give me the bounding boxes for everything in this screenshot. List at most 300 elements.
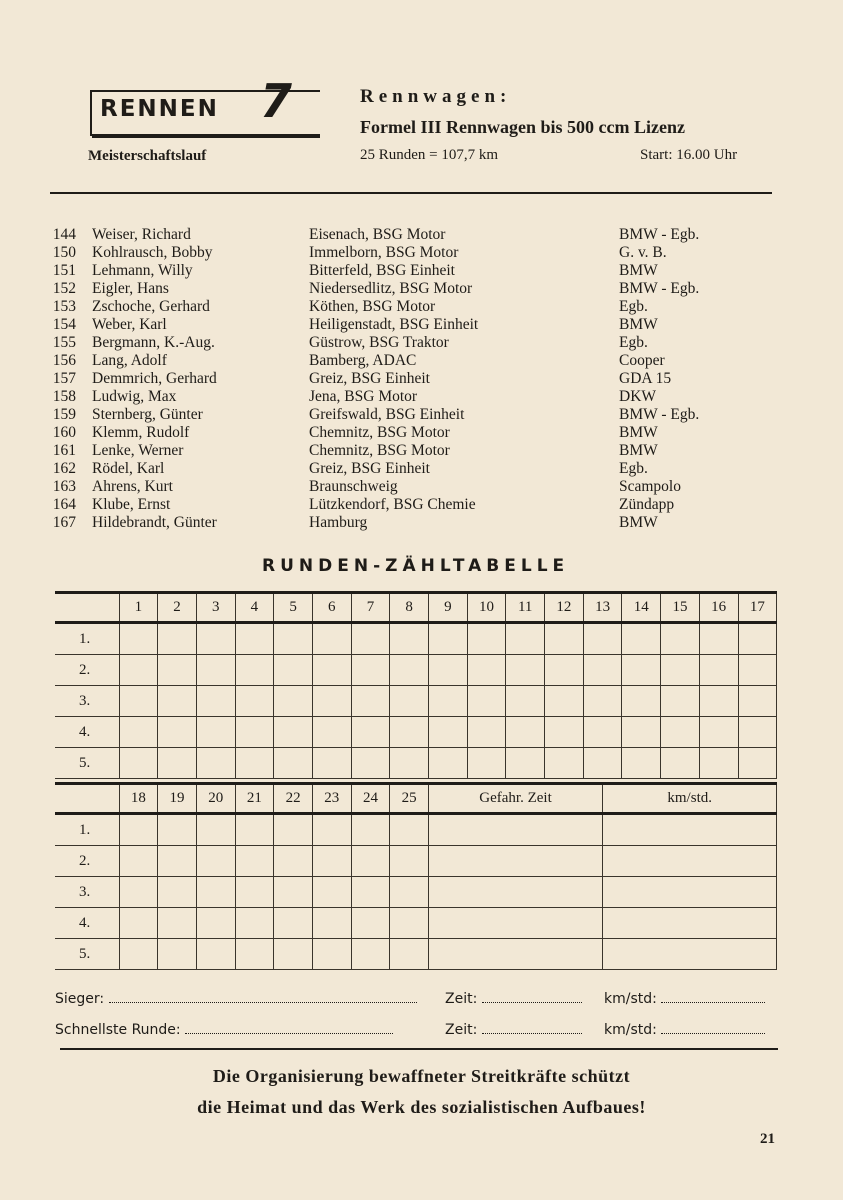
driver-car: BMW	[619, 442, 658, 459]
driver-row	[48, 388, 788, 406]
time-entry-cell[interactable]	[429, 939, 603, 970]
lap-entry-cell[interactable]	[467, 655, 506, 686]
lap-entry-cell[interactable]	[506, 686, 545, 717]
driver-name: Bergmann, K.-Aug.	[92, 334, 215, 351]
driver-row	[48, 424, 788, 442]
lap-entry-cell[interactable]	[351, 655, 390, 686]
driver-name: Lang, Adolf	[92, 352, 167, 369]
driver-row	[48, 316, 788, 334]
lap-table-row	[55, 717, 777, 748]
lap-entry-cell[interactable]	[429, 748, 468, 779]
driver-number: 157	[52, 370, 76, 387]
driver-club: Niedersedlitz, BSG Motor	[309, 280, 473, 297]
fastest-time-blank	[482, 1021, 582, 1034]
driver-club: Greiz, BSG Einheit	[309, 460, 430, 477]
driver-row	[48, 514, 788, 532]
lap-number-header: 7	[351, 593, 390, 623]
lap-entry-cell[interactable]	[235, 748, 274, 779]
lap-entry-cell[interactable]	[545, 748, 584, 779]
lap-entry-cell[interactable]	[661, 748, 700, 779]
lap-entry-cell[interactable]	[467, 717, 506, 748]
driver-car: BMW	[619, 316, 658, 333]
driver-club: Greiz, BSG Einheit	[309, 370, 430, 387]
rank-label: 5.	[55, 939, 119, 970]
fastest-lap-blank	[185, 1021, 393, 1034]
driver-row	[48, 496, 788, 514]
lap-entry-cell[interactable]	[699, 655, 738, 686]
lap-entry-cell[interactable]	[351, 748, 390, 779]
lap-entry-cell[interactable]	[312, 717, 351, 748]
driver-row	[48, 478, 788, 496]
lap-entry-cell[interactable]	[351, 908, 390, 939]
lap-entry-cell[interactable]	[235, 686, 274, 717]
driver-number: 159	[52, 406, 76, 423]
driver-number: 152	[52, 280, 76, 297]
lap-table-row	[55, 908, 777, 939]
driver-row	[48, 280, 788, 298]
driver-row	[48, 370, 788, 388]
time-column-header: Gefahr. Zeit	[429, 784, 603, 814]
driver-name: Zschoche, Gerhard	[92, 298, 210, 315]
rank-label: 1.	[55, 623, 119, 655]
lap-entry-cell[interactable]	[274, 655, 313, 686]
lap-table-part-2	[55, 782, 777, 970]
driver-car: Cooper	[619, 352, 665, 369]
lap-number-header: 16	[699, 593, 738, 623]
winner-time-label: Zeit:	[445, 991, 478, 1007]
footer-divider	[60, 1048, 778, 1050]
driver-club: Bitterfeld, BSG Einheit	[309, 262, 455, 279]
rank-label: 3.	[55, 686, 119, 717]
driver-club: Braunschweig	[309, 478, 398, 495]
winner-speed-blank	[661, 990, 765, 1003]
driver-number: 160	[52, 424, 76, 441]
lap-entry-cell[interactable]	[506, 655, 545, 686]
speed-entry-cell[interactable]	[603, 814, 777, 846]
driver-club: Bamberg, ADAC	[309, 352, 417, 369]
lap-entry-cell[interactable]	[467, 623, 506, 655]
lap-entry-cell[interactable]	[390, 623, 429, 655]
lap-number-header: 4	[235, 593, 274, 623]
lap-number-header: 20	[196, 784, 235, 814]
driver-club: Greifswald, BSG Einheit	[309, 406, 465, 423]
speed-entry-cell[interactable]	[603, 846, 777, 877]
lap-entry-cell[interactable]	[351, 686, 390, 717]
winner-time-blank	[482, 990, 582, 1003]
time-entry-cell[interactable]	[429, 908, 603, 939]
driver-name: Rödel, Karl	[92, 460, 165, 477]
fastest-speed-blank	[661, 1021, 765, 1034]
lap-entry-cell[interactable]	[119, 814, 158, 846]
winner-speed-line	[604, 990, 765, 1007]
lap-number-header: 23	[312, 784, 351, 814]
driver-club: Jena, BSG Motor	[309, 388, 418, 405]
lap-entry-cell[interactable]	[312, 814, 351, 846]
lap-entry-cell[interactable]	[196, 877, 235, 908]
lap-entry-cell[interactable]	[467, 748, 506, 779]
driver-name: Lehmann, Willy	[92, 262, 193, 279]
lap-entry-cell[interactable]	[235, 908, 274, 939]
lap-number-header: 21	[235, 784, 274, 814]
lap-entry-cell[interactable]	[274, 748, 313, 779]
lap-entry-cell[interactable]	[738, 748, 777, 779]
lap-entry-cell[interactable]	[119, 717, 158, 748]
rank-label: 3.	[55, 877, 119, 908]
lap-number-header: 11	[506, 593, 545, 623]
time-entry-cell[interactable]	[429, 814, 603, 846]
driver-name: Ludwig, Max	[92, 388, 177, 405]
lap-number-header: 17	[738, 593, 777, 623]
driver-club: Chemnitz, BSG Motor	[309, 442, 450, 459]
lap-entry-cell[interactable]	[119, 655, 158, 686]
winner-time-line	[445, 990, 582, 1007]
lap-number-header: 24	[351, 784, 390, 814]
driver-number: 144	[52, 226, 76, 243]
lap-entry-cell[interactable]	[274, 686, 313, 717]
lap-table-row	[55, 655, 777, 686]
lap-entry-cell[interactable]	[545, 623, 584, 655]
lap-number-header: 19	[158, 784, 197, 814]
lap-entry-cell[interactable]	[196, 655, 235, 686]
driver-name: Eigler, Hans	[92, 280, 169, 297]
lap-entry-cell[interactable]	[274, 846, 313, 877]
lap-entry-cell[interactable]	[158, 908, 197, 939]
winner-speed-label: km/std:	[604, 991, 657, 1007]
driver-number: 167	[52, 514, 76, 531]
lap-entry-cell[interactable]	[119, 623, 158, 655]
lap-entry-cell[interactable]	[545, 717, 584, 748]
lap-entry-cell[interactable]	[235, 814, 274, 846]
lap-entry-cell[interactable]	[235, 623, 274, 655]
lap-entry-cell[interactable]	[545, 686, 584, 717]
lap-entry-cell[interactable]	[351, 814, 390, 846]
lap-table-row	[55, 877, 777, 908]
rank-label: 4.	[55, 717, 119, 748]
lap-number-header: 22	[274, 784, 313, 814]
driver-name: Weber, Karl	[92, 316, 167, 333]
fastest-lap-label: Schnellste Runde:	[55, 1022, 181, 1038]
lap-entry-cell[interactable]	[738, 655, 777, 686]
driver-car: G. v. B.	[619, 244, 667, 261]
driver-name: Demmrich, Gerhard	[92, 370, 217, 387]
driver-name: Klemm, Rudolf	[92, 424, 190, 441]
lap-entry-cell[interactable]	[196, 908, 235, 939]
lap-entry-cell[interactable]	[622, 686, 661, 717]
lap-entry-cell[interactable]	[545, 655, 584, 686]
driver-number: 161	[52, 442, 76, 459]
driver-number: 164	[52, 496, 76, 513]
logo-number: 7	[260, 74, 293, 128]
lap-entry-cell[interactable]	[235, 846, 274, 877]
lap-entry-cell[interactable]	[390, 655, 429, 686]
lap-entry-cell[interactable]	[622, 717, 661, 748]
speed-column-header: km/std.	[603, 784, 777, 814]
driver-row	[48, 226, 788, 244]
lap-entry-cell[interactable]	[351, 846, 390, 877]
driver-number: 155	[52, 334, 76, 351]
race-subtitle: Meisterschaftslauf	[88, 148, 207, 164]
speed-entry-cell[interactable]	[603, 908, 777, 939]
lap-entry-cell[interactable]	[467, 686, 506, 717]
driver-car: BMW - Egb.	[619, 406, 700, 423]
lap-number-header: 12	[545, 593, 584, 623]
rank-label: 2.	[55, 655, 119, 686]
lap-entry-cell[interactable]	[699, 623, 738, 655]
fastest-speed-label: km/std:	[604, 1022, 657, 1038]
lap-entry-cell[interactable]	[661, 686, 700, 717]
lap-entry-cell[interactable]	[235, 877, 274, 908]
lap-entry-cell[interactable]	[158, 655, 197, 686]
fastest-time-line	[445, 1021, 582, 1038]
lap-entry-cell[interactable]	[351, 717, 390, 748]
time-entry-cell[interactable]	[429, 877, 603, 908]
lap-entry-cell[interactable]	[661, 717, 700, 748]
logo-text: RENNEN	[100, 96, 219, 122]
race-start-time: Start: 16.00 Uhr	[640, 147, 738, 163]
driver-row	[48, 460, 788, 478]
lap-entry-cell[interactable]	[196, 846, 235, 877]
lap-entry-cell[interactable]	[390, 877, 429, 908]
driver-name: Klube, Ernst	[92, 496, 171, 513]
lap-number-header: 9	[429, 593, 468, 623]
lap-entry-cell[interactable]	[390, 814, 429, 846]
rank-label: 1.	[55, 814, 119, 846]
rank-label: 4.	[55, 908, 119, 939]
lap-entry-cell[interactable]	[622, 655, 661, 686]
driver-name: Ahrens, Kurt	[92, 478, 173, 495]
lap-number-header: 18	[119, 784, 158, 814]
lap-entry-cell[interactable]	[390, 908, 429, 939]
speed-entry-cell[interactable]	[603, 877, 777, 908]
lap-entry-cell[interactable]	[158, 748, 197, 779]
driver-car: Scampolo	[619, 478, 681, 495]
lap-entry-cell[interactable]	[699, 686, 738, 717]
lap-entry-cell[interactable]	[158, 939, 197, 970]
lap-entry-cell[interactable]	[390, 686, 429, 717]
lap-entry-cell[interactable]	[119, 686, 158, 717]
lap-number-header: 14	[622, 593, 661, 623]
lap-entry-cell[interactable]	[158, 686, 197, 717]
driver-car: BMW	[619, 262, 658, 279]
lap-entry-cell[interactable]	[312, 908, 351, 939]
driver-number: 151	[52, 262, 76, 279]
driver-number: 162	[52, 460, 76, 477]
driver-number: 158	[52, 388, 76, 405]
driver-name: Weiser, Richard	[92, 226, 191, 243]
driver-list	[48, 226, 788, 532]
winner-blank	[109, 990, 417, 1003]
lap-table-row	[55, 846, 777, 877]
lap-entry-cell[interactable]	[390, 748, 429, 779]
lap-entry-cell[interactable]	[158, 623, 197, 655]
driver-club: Hamburg	[309, 514, 368, 531]
lap-entry-cell[interactable]	[119, 748, 158, 779]
lap-entry-cell[interactable]	[158, 846, 197, 877]
driver-car: BMW - Egb.	[619, 280, 700, 297]
lap-number-header: 6	[312, 593, 351, 623]
lap-number-header: 5	[274, 593, 313, 623]
lap-entry-cell[interactable]	[196, 748, 235, 779]
driver-car: DKW	[619, 388, 657, 405]
driver-club: Immelborn, BSG Motor	[309, 244, 459, 261]
driver-number: 156	[52, 352, 76, 369]
lap-entry-cell[interactable]	[119, 846, 158, 877]
lap-entry-cell[interactable]	[119, 877, 158, 908]
driver-name: Sternberg, Günter	[92, 406, 203, 423]
lap-entry-cell[interactable]	[583, 748, 622, 779]
lap-entry-cell[interactable]	[390, 846, 429, 877]
lap-entry-cell[interactable]	[351, 877, 390, 908]
driver-row	[48, 334, 788, 352]
race-logo	[90, 74, 320, 134]
lap-entry-cell[interactable]	[158, 877, 197, 908]
driver-number: 150	[52, 244, 76, 261]
driver-number: 163	[52, 478, 76, 495]
lap-entry-cell[interactable]	[312, 846, 351, 877]
driver-car: Egb.	[619, 334, 648, 351]
lap-entry-cell[interactable]	[274, 717, 313, 748]
lap-entry-cell[interactable]	[158, 717, 197, 748]
lap-entry-cell[interactable]	[351, 623, 390, 655]
lap-entry-cell[interactable]	[158, 814, 197, 846]
time-entry-cell[interactable]	[429, 846, 603, 877]
lap-entry-cell[interactable]	[196, 814, 235, 846]
lap-entry-cell[interactable]	[583, 623, 622, 655]
lap-entry-cell[interactable]	[583, 717, 622, 748]
lap-entry-cell[interactable]	[583, 655, 622, 686]
lap-entry-cell[interactable]	[390, 939, 429, 970]
lap-entry-cell[interactable]	[738, 686, 777, 717]
lap-entry-cell[interactable]	[274, 939, 313, 970]
driver-number: 153	[52, 298, 76, 315]
lap-entry-cell[interactable]	[312, 939, 351, 970]
logo-underline	[92, 134, 320, 138]
driver-row	[48, 244, 788, 262]
driver-car: Zündapp	[619, 496, 675, 513]
lap-number-header: 10	[467, 593, 506, 623]
lap-table-part-1	[55, 591, 777, 779]
lap-entry-cell[interactable]	[390, 717, 429, 748]
driver-club: Lützkendorf, BSG Chemie	[309, 496, 476, 513]
lap-entry-cell[interactable]	[622, 623, 661, 655]
driver-club: Heiligenstadt, BSG Einheit	[309, 316, 479, 333]
lap-entry-cell[interactable]	[699, 717, 738, 748]
rank-label: 5.	[55, 748, 119, 779]
lap-number-header: 3	[196, 593, 235, 623]
driver-name: Lenke, Werner	[92, 442, 184, 459]
lap-entry-cell[interactable]	[312, 877, 351, 908]
lap-entry-cell[interactable]	[429, 717, 468, 748]
driver-car: BMW	[619, 514, 658, 531]
driver-club: Eisenach, BSG Motor	[309, 226, 446, 243]
lap-table-title: RUNDEN-ZÄHLTABELLE	[262, 556, 570, 576]
lap-entry-cell[interactable]	[429, 686, 468, 717]
driver-row	[48, 406, 788, 424]
lap-table-row	[55, 814, 777, 846]
speed-entry-cell[interactable]	[603, 939, 777, 970]
driver-row	[48, 442, 788, 460]
lap-header-corner[interactable]	[55, 593, 119, 623]
lap-entry-cell[interactable]	[274, 877, 313, 908]
lap-table-row	[55, 748, 777, 779]
lap-entry-cell[interactable]	[274, 623, 313, 655]
rank-label: 2.	[55, 846, 119, 877]
lap-entry-cell[interactable]	[429, 655, 468, 686]
slogan-line-1: Die Organisierung bewaffneter Streitkräfte schützt	[212, 1066, 631, 1086]
lap-entry-cell[interactable]	[235, 655, 274, 686]
fastest-lap-line	[55, 1021, 393, 1038]
driver-car: GDA 15	[619, 370, 672, 387]
lap-entry-cell[interactable]	[235, 717, 274, 748]
page-number: 21	[760, 1131, 775, 1147]
lap-entry-cell[interactable]	[583, 686, 622, 717]
winner-line	[55, 990, 417, 1007]
lap-entry-cell[interactable]	[506, 748, 545, 779]
lap-entry-cell[interactable]	[312, 748, 351, 779]
lap-number-header: 15	[661, 593, 700, 623]
driver-car: BMW - Egb.	[619, 226, 700, 243]
winner-label: Sieger:	[55, 991, 105, 1007]
driver-name: Hildebrandt, Günter	[92, 514, 217, 531]
lap-entry-cell[interactable]	[661, 655, 700, 686]
lap-entry-cell[interactable]	[196, 623, 235, 655]
lap-entry-cell[interactable]	[119, 939, 158, 970]
driver-name: Kohlrausch, Bobby	[92, 244, 213, 261]
lap-entry-cell[interactable]	[506, 623, 545, 655]
lap-entry-cell[interactable]	[312, 686, 351, 717]
lap-number-header: 2	[158, 593, 197, 623]
lap-entry-cell[interactable]	[738, 623, 777, 655]
lap-number-header: 25	[390, 784, 429, 814]
lap-entry-cell[interactable]	[738, 717, 777, 748]
race-category-label: Rennwagen:	[360, 86, 512, 107]
lap-entry-cell[interactable]	[661, 623, 700, 655]
lap-entry-cell[interactable]	[196, 686, 235, 717]
driver-car: Egb.	[619, 460, 648, 477]
race-class: Formel III Rennwagen bis 500 ccm Lizenz	[360, 117, 685, 137]
lap-entry-cell[interactable]	[429, 623, 468, 655]
fastest-time-label: Zeit:	[445, 1022, 478, 1038]
lap-number-header: 13	[583, 593, 622, 623]
lap-table-row	[55, 623, 777, 655]
driver-car: Egb.	[619, 298, 648, 315]
header-divider	[50, 192, 772, 194]
lap-entry-cell[interactable]	[274, 814, 313, 846]
lap-entry-cell[interactable]	[196, 939, 235, 970]
lap-entry-cell[interactable]	[622, 748, 661, 779]
lap-entry-cell[interactable]	[312, 655, 351, 686]
lap-entry-cell[interactable]	[351, 939, 390, 970]
driver-row	[48, 298, 788, 316]
lap-entry-cell[interactable]	[506, 717, 545, 748]
driver-club: Köthen, BSG Motor	[309, 298, 436, 315]
lap-entry-cell[interactable]	[196, 717, 235, 748]
lap-entry-cell[interactable]	[235, 939, 274, 970]
lap-entry-cell[interactable]	[699, 748, 738, 779]
fastest-speed-line	[604, 1021, 765, 1038]
lap-entry-cell[interactable]	[312, 623, 351, 655]
lap-header-corner[interactable]	[55, 784, 119, 814]
lap-entry-cell[interactable]	[274, 908, 313, 939]
lap-entry-cell[interactable]	[119, 908, 158, 939]
driver-club: Güstrow, BSG Traktor	[309, 334, 449, 351]
driver-row	[48, 262, 788, 280]
driver-row	[48, 352, 788, 370]
slogan-line-2: die Heimat und das Werk des sozialistischen Aufbaues!	[197, 1097, 646, 1117]
lap-number-header: 1	[119, 593, 158, 623]
lap-table-row	[55, 939, 777, 970]
driver-club: Chemnitz, BSG Motor	[309, 424, 450, 441]
